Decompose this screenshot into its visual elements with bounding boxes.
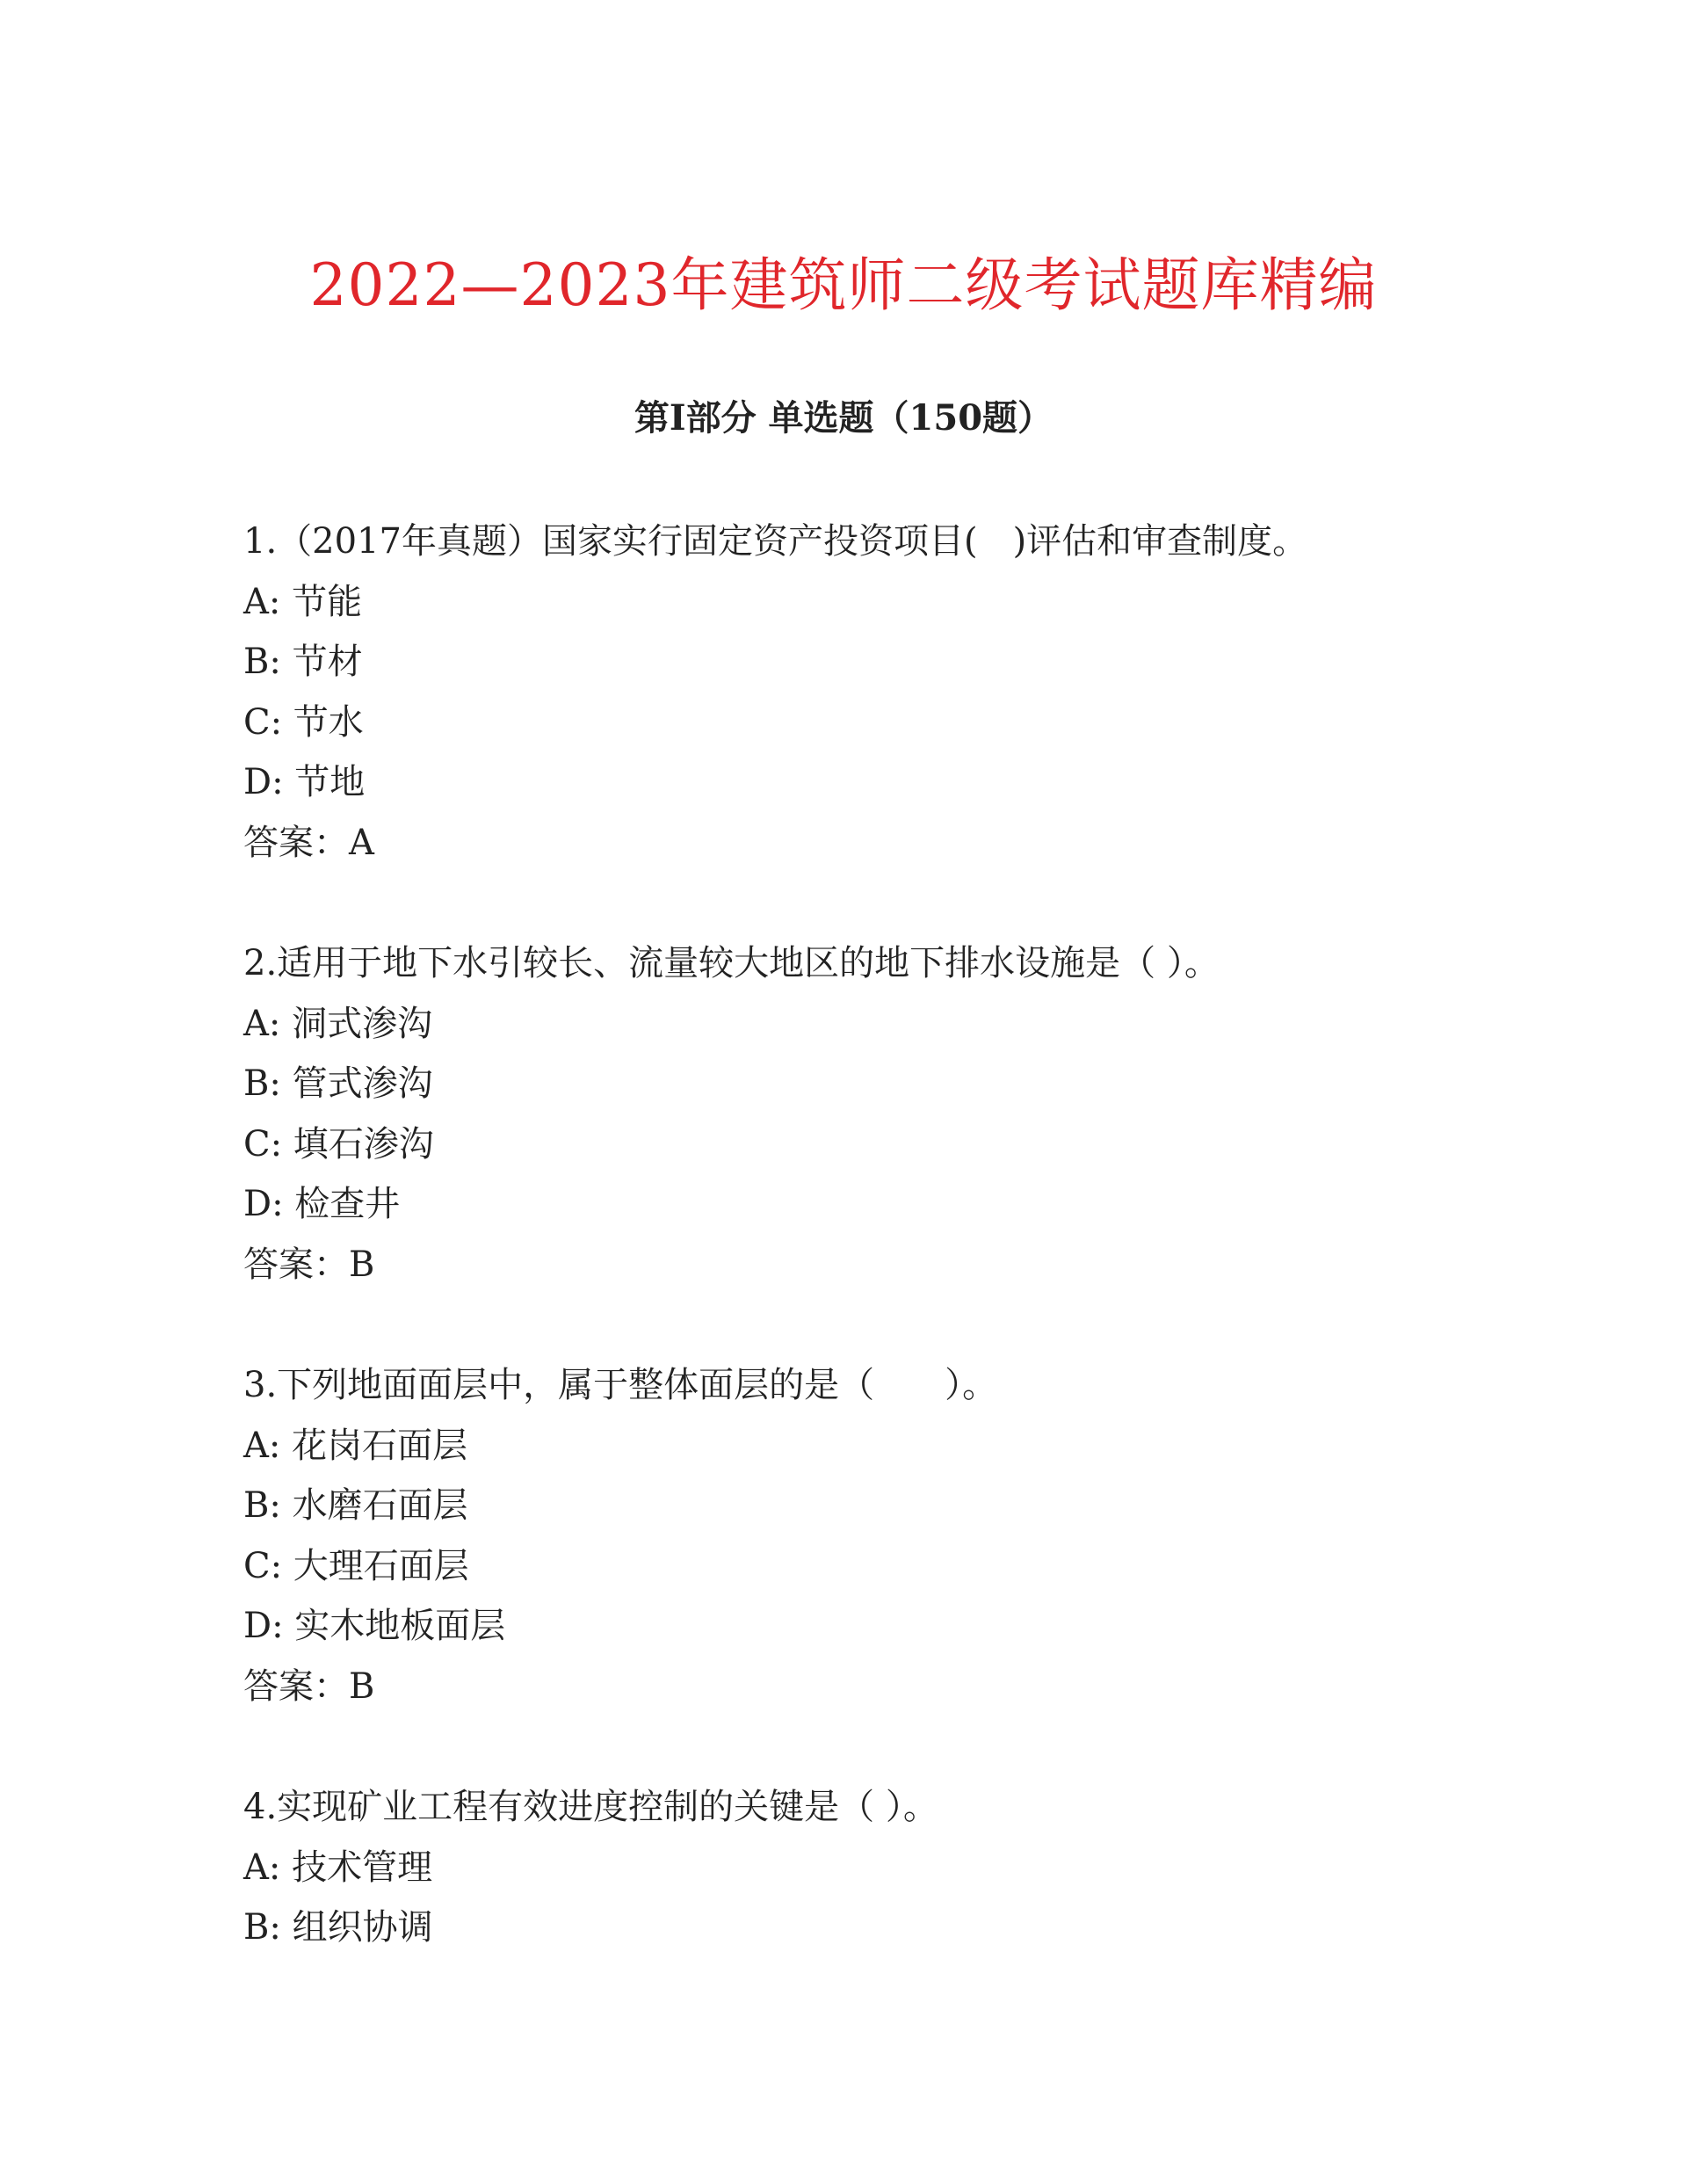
option-b: B: 水磨石面层: [243, 1485, 468, 1526]
question-stem: 2.适用于地下水引较长、流量较大地区的地下排水设施是（ ）。: [243, 943, 1220, 983]
option-a: A: 技术管理: [243, 1847, 433, 1888]
section-heading: 第I部分 单选题（150题）: [634, 397, 1053, 439]
option-a: A: 花岗石面层: [243, 1425, 468, 1466]
document-title: 2022—2023年建筑师二级考试题库精编: [309, 251, 1378, 319]
option-d: D: 实木地板面层: [243, 1606, 506, 1646]
option-b: B: 管式渗沟: [243, 1063, 433, 1104]
question-block-1: [243, 512, 1509, 873]
option-a: A: 洞式渗沟: [243, 1003, 433, 1044]
option-c: C: 大理石面层: [243, 1545, 469, 1586]
question-stem: 3.下列地面面层中，属于整体面层的是（ ）。: [243, 1365, 998, 1405]
question-stem: 4.实现矿业工程有效进度控制的关键是（ ）。: [243, 1787, 938, 1827]
answer-line: 答案：A: [243, 822, 374, 863]
option-b: B: 节材: [243, 642, 363, 682]
option-c: C: 填石渗沟: [243, 1123, 434, 1165]
question-block-2: [243, 933, 1509, 1295]
answer-line: 答案：B: [243, 1665, 375, 1707]
option-b: B: 组织协调: [243, 1907, 433, 1948]
option-d: D: 检查井: [243, 1184, 401, 1224]
question-stem: 1.（2017年真题）国家实行固定资产投资项目( )评估和审查制度。: [243, 521, 1308, 562]
option-c: C: 节水: [243, 701, 364, 743]
option-a: A: 节能: [243, 581, 363, 622]
question-block-3: [243, 1355, 1509, 1716]
option-d: D: 节地: [243, 762, 366, 802]
question-block-4: [243, 1777, 1509, 1958]
answer-line: 答案：B: [243, 1244, 375, 1285]
